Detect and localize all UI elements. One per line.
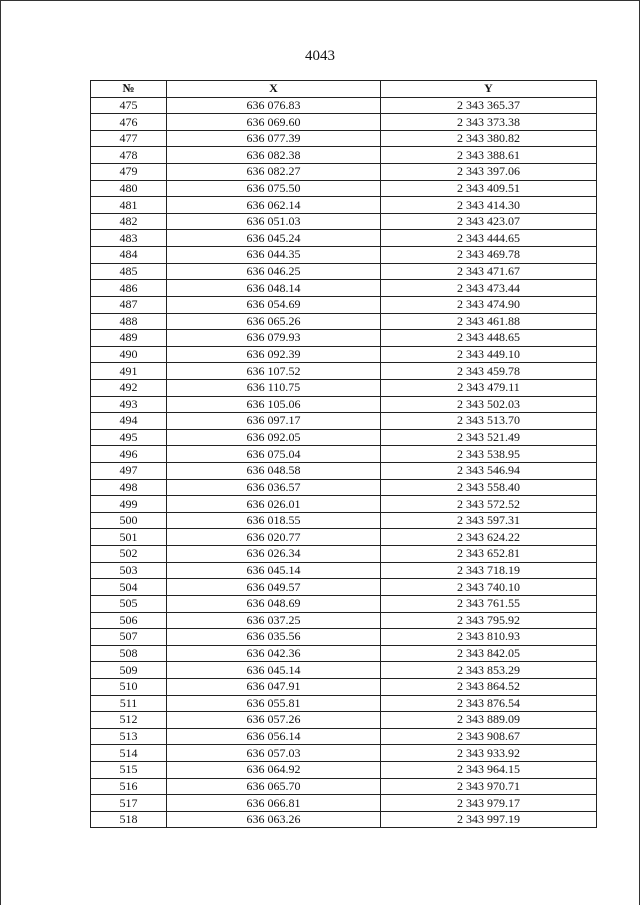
cell-x: 636 057.26 <box>167 712 381 729</box>
cell-y: 2 343 459.78 <box>381 363 597 380</box>
cell-y: 2 343 624.22 <box>381 529 597 546</box>
cell-x: 636 045.14 <box>167 662 381 679</box>
table-row <box>91 512 597 529</box>
cell-x: 636 048.58 <box>167 463 381 480</box>
table-row <box>91 463 597 480</box>
cell-x: 636 065.26 <box>167 313 381 330</box>
cell-y: 2 343 546.94 <box>381 463 597 480</box>
cell-number: 489 <box>91 330 167 347</box>
table-header-row <box>91 81 597 98</box>
cell-x: 636 057.03 <box>167 745 381 762</box>
cell-y: 2 343 469.78 <box>381 247 597 264</box>
cell-number: 506 <box>91 612 167 629</box>
cell-y: 2 343 461.88 <box>381 313 597 330</box>
cell-y: 2 343 444.65 <box>381 230 597 247</box>
cell-x: 636 105.06 <box>167 396 381 413</box>
cell-x: 636 097.17 <box>167 413 381 430</box>
table-row <box>91 296 597 313</box>
cell-number: 493 <box>91 396 167 413</box>
table-row <box>91 778 597 795</box>
cell-x: 636 092.39 <box>167 346 381 363</box>
cell-number: 475 <box>91 97 167 114</box>
table-header <box>91 81 597 98</box>
cell-y: 2 343 970.71 <box>381 778 597 795</box>
cell-y: 2 343 597.31 <box>381 512 597 529</box>
table-row <box>91 595 597 612</box>
cell-number: 496 <box>91 446 167 463</box>
cell-x: 636 051.03 <box>167 213 381 230</box>
cell-x: 636 064.92 <box>167 761 381 778</box>
cell-y: 2 343 448.65 <box>381 330 597 347</box>
table-row <box>91 695 597 712</box>
table-row <box>91 230 597 247</box>
table-row <box>91 97 597 114</box>
cell-x: 636 049.57 <box>167 579 381 596</box>
cell-number: 509 <box>91 662 167 679</box>
header-y: Y <box>381 81 597 98</box>
cell-y: 2 343 373.38 <box>381 114 597 131</box>
cell-number: 502 <box>91 546 167 563</box>
cell-x: 636 026.01 <box>167 496 381 513</box>
table-row <box>91 147 597 164</box>
cell-number: 503 <box>91 562 167 579</box>
cell-number: 488 <box>91 313 167 330</box>
cell-x: 636 110.75 <box>167 379 381 396</box>
cell-y: 2 343 761.55 <box>381 595 597 612</box>
cell-x: 636 018.55 <box>167 512 381 529</box>
table-row <box>91 811 597 828</box>
cell-number: 482 <box>91 213 167 230</box>
cell-number: 495 <box>91 429 167 446</box>
cell-x: 636 055.81 <box>167 695 381 712</box>
cell-number: 481 <box>91 197 167 214</box>
cell-y: 2 343 479.11 <box>381 379 597 396</box>
cell-x: 636 065.70 <box>167 778 381 795</box>
cell-y: 2 343 471.67 <box>381 263 597 280</box>
table-row <box>91 114 597 131</box>
table-row <box>91 213 597 230</box>
header-number: № <box>91 81 167 98</box>
table-row <box>91 396 597 413</box>
table-row <box>91 346 597 363</box>
page-number: 4043 <box>305 48 335 64</box>
table-row <box>91 180 597 197</box>
cell-number: 515 <box>91 761 167 778</box>
cell-x: 636 026.34 <box>167 546 381 563</box>
cell-y: 2 343 474.90 <box>381 296 597 313</box>
cell-y: 2 343 933.92 <box>381 745 597 762</box>
cell-number: 510 <box>91 678 167 695</box>
cell-number: 512 <box>91 712 167 729</box>
cell-x: 636 037.25 <box>167 612 381 629</box>
table-body <box>91 97 597 828</box>
cell-y: 2 343 718.19 <box>381 562 597 579</box>
cell-y: 2 343 380.82 <box>381 130 597 147</box>
cell-x: 636 020.77 <box>167 529 381 546</box>
cell-y: 2 343 414.30 <box>381 197 597 214</box>
cell-y: 2 343 513.70 <box>381 413 597 430</box>
table-row <box>91 413 597 430</box>
cell-number: 486 <box>91 280 167 297</box>
cell-number: 513 <box>91 728 167 745</box>
cell-y: 2 343 365.37 <box>381 97 597 114</box>
cell-y: 2 343 423.07 <box>381 213 597 230</box>
cell-x: 636 075.50 <box>167 180 381 197</box>
cell-number: 487 <box>91 296 167 313</box>
table-row <box>91 379 597 396</box>
cell-x: 636 075.04 <box>167 446 381 463</box>
table-row <box>91 579 597 596</box>
cell-number: 494 <box>91 413 167 430</box>
table-row <box>91 761 597 778</box>
table-row <box>91 363 597 380</box>
cell-x: 636 066.81 <box>167 795 381 812</box>
cell-number: 490 <box>91 346 167 363</box>
cell-y: 2 343 538.95 <box>381 446 597 463</box>
cell-number: 516 <box>91 778 167 795</box>
cell-number: 507 <box>91 629 167 646</box>
cell-number: 505 <box>91 595 167 612</box>
cell-x: 636 069.60 <box>167 114 381 131</box>
table-row <box>91 612 597 629</box>
cell-y: 2 343 473.44 <box>381 280 597 297</box>
cell-number: 484 <box>91 247 167 264</box>
cell-number: 492 <box>91 379 167 396</box>
cell-x: 636 047.91 <box>167 678 381 695</box>
cell-y: 2 343 449.10 <box>381 346 597 363</box>
cell-number: 499 <box>91 496 167 513</box>
cell-y: 2 343 397.06 <box>381 164 597 181</box>
cell-y: 2 343 964.15 <box>381 761 597 778</box>
cell-number: 500 <box>91 512 167 529</box>
cell-y: 2 343 409.51 <box>381 180 597 197</box>
cell-y: 2 343 502.03 <box>381 396 597 413</box>
cell-number: 511 <box>91 695 167 712</box>
table-row <box>91 496 597 513</box>
cell-y: 2 343 864.52 <box>381 678 597 695</box>
cell-y: 2 343 572.52 <box>381 496 597 513</box>
cell-number: 504 <box>91 579 167 596</box>
cell-number: 480 <box>91 180 167 197</box>
cell-x: 636 042.36 <box>167 645 381 662</box>
table-row <box>91 745 597 762</box>
cell-y: 2 343 876.54 <box>381 695 597 712</box>
cell-x: 636 044.35 <box>167 247 381 264</box>
cell-number: 477 <box>91 130 167 147</box>
cell-number: 485 <box>91 263 167 280</box>
cell-number: 478 <box>91 147 167 164</box>
cell-number: 508 <box>91 645 167 662</box>
table-row <box>91 313 597 330</box>
table-row <box>91 728 597 745</box>
table-row <box>91 562 597 579</box>
cell-number: 476 <box>91 114 167 131</box>
cell-number: 498 <box>91 479 167 496</box>
table-row <box>91 130 597 147</box>
cell-number: 501 <box>91 529 167 546</box>
table-row <box>91 197 597 214</box>
cell-y: 2 343 795.92 <box>381 612 597 629</box>
cell-number: 497 <box>91 463 167 480</box>
table-row <box>91 247 597 264</box>
table-row <box>91 712 597 729</box>
table-row <box>91 330 597 347</box>
table-row <box>91 164 597 181</box>
cell-x: 636 036.57 <box>167 479 381 496</box>
table-row <box>91 263 597 280</box>
table-row <box>91 795 597 812</box>
table-row <box>91 479 597 496</box>
table-row <box>91 645 597 662</box>
table-row <box>91 446 597 463</box>
cell-x: 636 062.14 <box>167 197 381 214</box>
coordinates-table <box>90 80 597 828</box>
cell-y: 2 343 889.09 <box>381 712 597 729</box>
cell-x: 636 092.05 <box>167 429 381 446</box>
table-row <box>91 280 597 297</box>
cell-number: 518 <box>91 811 167 828</box>
cell-x: 636 046.25 <box>167 263 381 280</box>
cell-y: 2 343 558.40 <box>381 479 597 496</box>
cell-x: 636 045.24 <box>167 230 381 247</box>
header-x: X <box>167 81 381 98</box>
page-border-top <box>0 0 640 1</box>
cell-x: 636 054.69 <box>167 296 381 313</box>
cell-x: 636 107.52 <box>167 363 381 380</box>
cell-y: 2 343 388.61 <box>381 147 597 164</box>
cell-number: 514 <box>91 745 167 762</box>
cell-x: 636 077.39 <box>167 130 381 147</box>
page-border-left <box>0 0 1 905</box>
cell-x: 636 048.69 <box>167 595 381 612</box>
cell-y: 2 343 853.29 <box>381 662 597 679</box>
cell-x: 636 082.27 <box>167 164 381 181</box>
cell-y: 2 343 979.17 <box>381 795 597 812</box>
cell-y: 2 343 652.81 <box>381 546 597 563</box>
cell-x: 636 082.38 <box>167 147 381 164</box>
cell-x: 636 056.14 <box>167 728 381 745</box>
table-row <box>91 429 597 446</box>
cell-x: 636 035.56 <box>167 629 381 646</box>
cell-y: 2 343 997.19 <box>381 811 597 828</box>
cell-x: 636 048.14 <box>167 280 381 297</box>
cell-number: 479 <box>91 164 167 181</box>
cell-x: 636 076.83 <box>167 97 381 114</box>
cell-y: 2 343 908.67 <box>381 728 597 745</box>
cell-x: 636 063.26 <box>167 811 381 828</box>
cell-y: 2 343 740.10 <box>381 579 597 596</box>
table-row <box>91 678 597 695</box>
table-row <box>91 546 597 563</box>
cell-number: 491 <box>91 363 167 380</box>
table-row <box>91 629 597 646</box>
cell-x: 636 045.14 <box>167 562 381 579</box>
table-row <box>91 529 597 546</box>
cell-y: 2 343 810.93 <box>381 629 597 646</box>
cell-y: 2 343 521.49 <box>381 429 597 446</box>
cell-number: 517 <box>91 795 167 812</box>
cell-x: 636 079.93 <box>167 330 381 347</box>
cell-y: 2 343 842.05 <box>381 645 597 662</box>
cell-number: 483 <box>91 230 167 247</box>
table-row <box>91 662 597 679</box>
